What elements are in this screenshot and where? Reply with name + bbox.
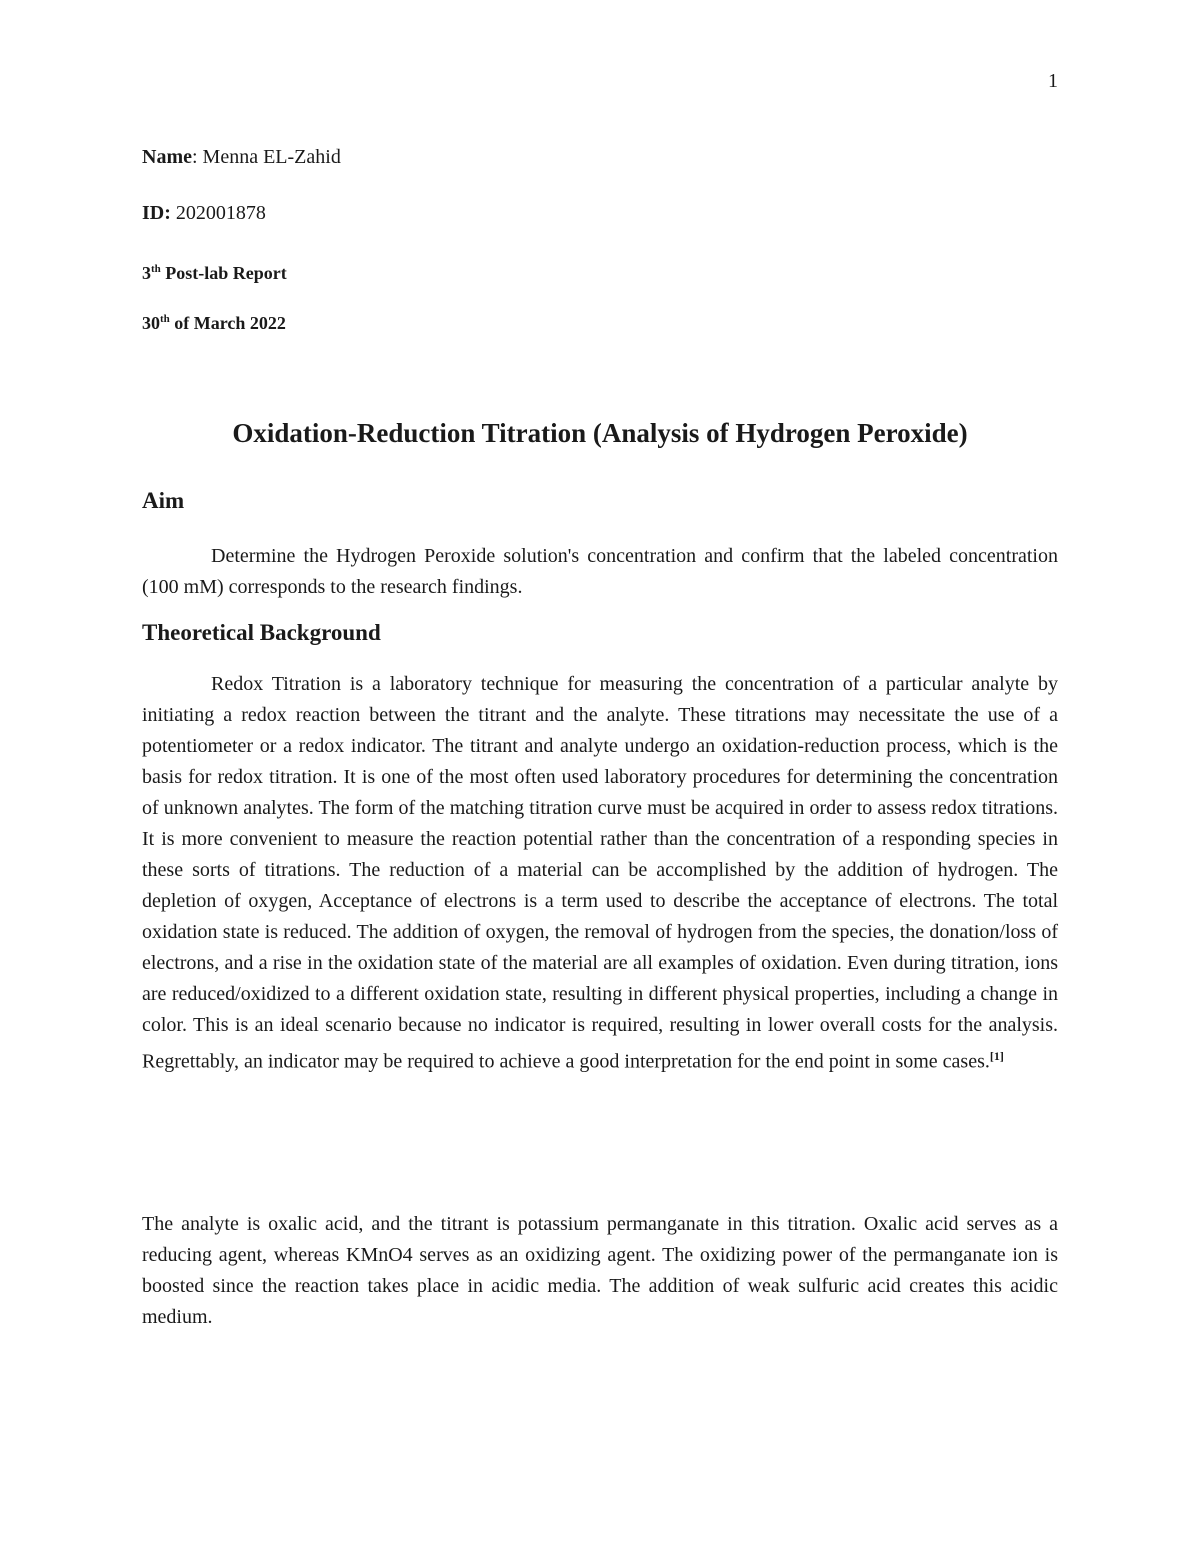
date-ordinal: th [160, 313, 170, 325]
id-value: 202001878 [170, 202, 266, 224]
report-ordinal: th [151, 263, 161, 275]
name-label: Name [142, 146, 192, 168]
date-line [142, 300, 1058, 350]
background-heading: Theoretical Background [142, 620, 381, 645]
report-line [142, 250, 1058, 300]
background-paragraph-1 [142, 669, 1058, 1078]
id-label: ID: [142, 202, 171, 224]
document-header [142, 138, 1058, 350]
citation-marker: [1] [989, 1049, 1004, 1063]
page-number: 1 [1048, 70, 1058, 92]
document-title: Oxidation-Reduction Titration (Analysis of Hydrogen Peroxide) [232, 418, 968, 448]
id-line [142, 194, 1058, 250]
name-line [142, 138, 1058, 194]
date-number: 30 [142, 313, 160, 333]
date-text: of March 2022 [169, 313, 286, 333]
background-paragraph-1-text: Redox Titration is a laboratory technique for measuring the concentration of a particular analyte by initiating a redox reaction between the titrant and the analyte. These titrations may necessitate the use of a potentiometer or a redox indicator. The titrant and analyte undergo an oxidation-reduction process, which is the basis for redox titration. It is one of the most often used laboratory procedures for determining the concentration of unknown analytes. The form of the matching titration curve must be acquired in order to assess redox titrations. It is more convenient to measure the reaction potential rather than the concentration of a responding species in these sorts of titrations. The reduction of a material can be accomplished by the addition of hydrogen. The depletion of oxygen, Acceptance of electrons is a term used to describe the acceptance of electrons. The total oxidation state is reduced. The addition of oxygen, the removal of hydrogen from the species, the donation/loss of electrons, and a rise in the oxidation state of the material are all examples of oxidation. Even during titration, ions are reduced/oxidized to a different oxidation state, resulting in different physical properties, including a change in color. This is an ideal scenario because no indicator is required, resulting in lower overall costs for the analysis. Regrettably, an indicator may be required to achieve a good interpretation for the end point in some cases. [142, 673, 1058, 1073]
report-text: Post-lab Report [160, 263, 287, 283]
background-paragraph-2: The analyte is oxalic acid, and the titrant is potassium permanganate in this titration. Oxalic acid serves as a reducing agent, whereas KMnO4 serves as an oxidizing agent. The oxidizing power of the permanganate ion is boosted since the reaction takes place in acidic media. The addition of weak sulfuric acid creates this acidic medium. [142, 1213, 1058, 1328]
aim-paragraph: Determine the Hydrogen Peroxide solution's concentration and confirm that the labeled concentration (100 mM) corresponds to the research findings. [142, 545, 1058, 598]
name-value: : Menna EL-Zahid [191, 146, 341, 168]
report-number: 3 [142, 263, 151, 283]
aim-heading: Aim [142, 488, 185, 513]
